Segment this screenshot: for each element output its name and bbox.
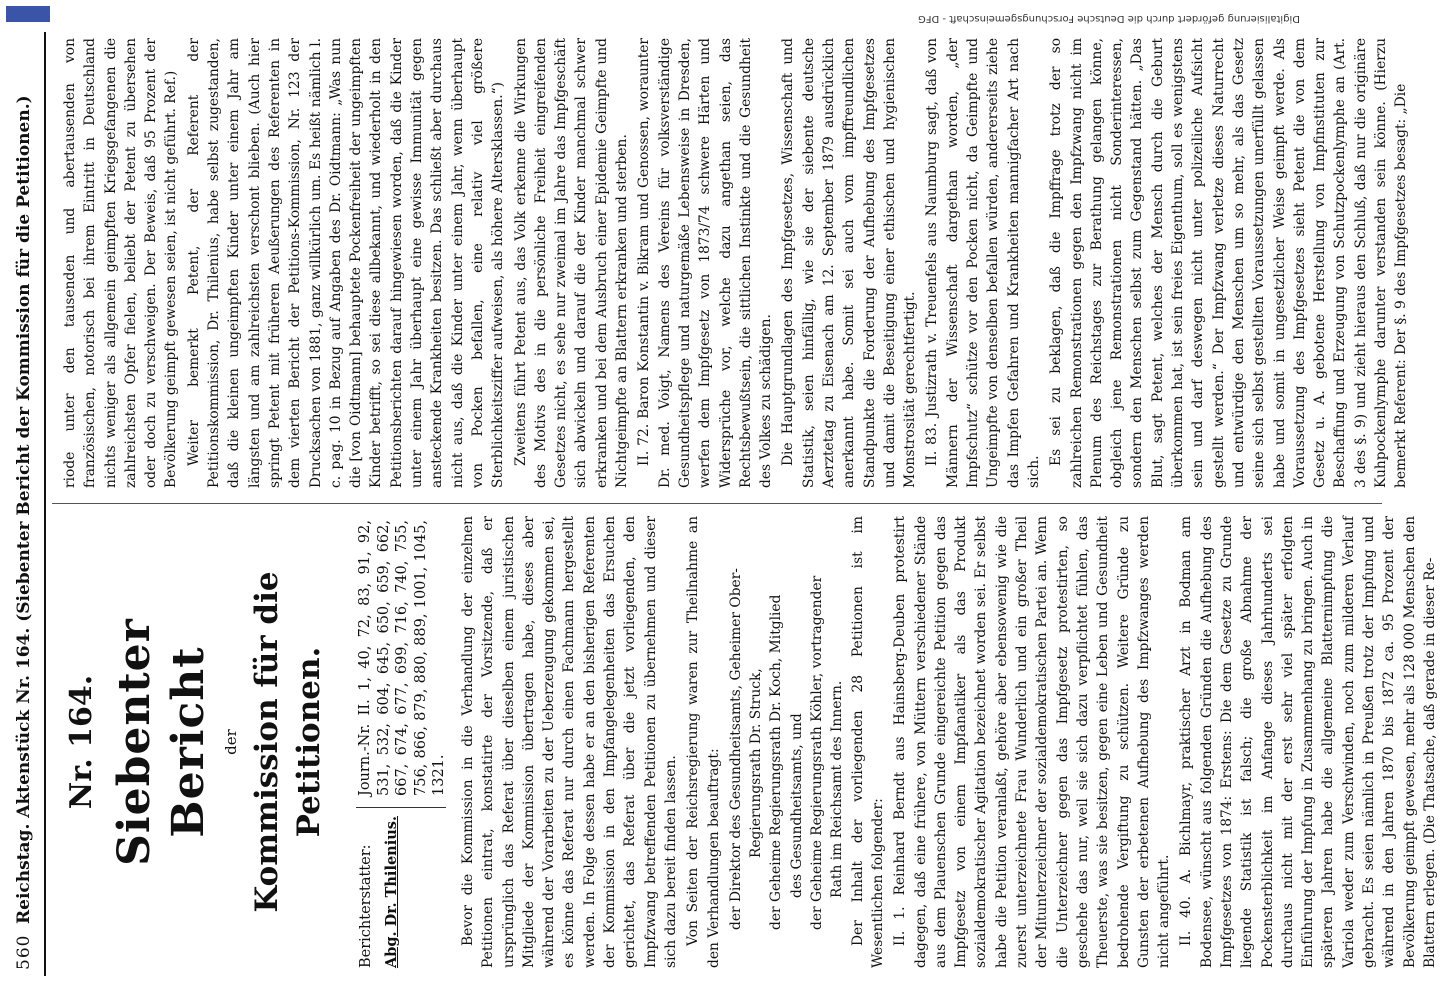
- paragraph: Bevor die Kommission in die Verhandlung der einzelnen Petitionen eintrat, konstatirte der Vorsitzende, daß er ursprünglich das Referat über dieselben einem juristischen Mitgliede der Kommission übertragen habe, dieses aber während der Vorarbeiten zu der Ueberzeugung gekommen sei, es könne das Referat nur durch einen Fachmann hergestellt werden. In Folge dessen habe er an den bisherigen Referenten der Kommission in den Impfangelegenheiten das Ersuchen gerichtet, das Referat über die jetzt vorliegenden, den Impfzwang betreffenden Petitionen zu übernehmen und dieser sich dazu bereit finden lassen.: [460, 516, 679, 968]
- left-column: [60, 516, 1442, 968]
- official-line: der Geheime Regierungsrath Köhler, vortragender: [809, 575, 826, 930]
- reporter-label: Berichterstatter:: [358, 844, 374, 968]
- page-header: [8, 20, 44, 982]
- page-number: 560: [14, 934, 34, 970]
- reporter-divider: [356, 807, 446, 808]
- digitization-note: Digitalisierung gefördert durch die Deutsche Forschungsgemeinschaft - DFG: [917, 13, 1300, 24]
- title-connector: der: [222, 729, 240, 755]
- paragraph: Weiter bemerkt Petent, der Referent der Petitionskommission, Dr. Thilenius, habe selbst zugestanden, daß die kleinen ungeimpften Kinder unter einem Jahr am längsten und am zahlreichsten verschont blieben. (Auch hier springt Petent mit früheren Aeußerungen des Referenten in dem vierten Bericht der Petitions-Kommission, Nr. 123 der Drucksachen von 1881, ganz willkürlich um. Es heißt nämlich l. c. pag. 10 in Bezug auf Angaben des Dr. Oidtmann: „Was nun die [von Oidtmann] behauptete Pockenfreiheit der ungeimpften Kinder betrifft, so sei diese allbekannt, und wiederholt in den Petitionsberichten darauf hingewiesen worden, daß die Kinder unter einem Jahr überhaupt eine gewisse Immunität gegen ansteckende Krankheiten besitzen. Das schließt aber durchaus nicht aus, daß die Kinder unter einem Jahr, wenn überhaupt von Pocken befallen, eine relativ viel größere Sterblichkeitsziffer aufweisen, als höhere Altersklassen.“): [185, 38, 507, 488]
- paragraph: Die Hauptgrundlagen des Impfgesetzes, Wissenschaft und Statistik, seien hinfällig, wie sie der siebente deutsche Aerztetag zu Eisenach am 12. September 1879 ausdrücklich anerkannt habe. Somit sei auch vom impffreundlichen Standpunkte die Forderung der Aufhebung des Impfgesetzes und damit die Beseitigung einer ethischen und hygienischen Monstrosität gerechtfertigt.: [780, 38, 919, 488]
- paragraph: II. 72. Baron Konstantin v. Bikram und Genossen, woraunter Dr. med. Voigt, Namens des Vereins für volksverständige Gesundheitspflege und naturgemäße Lebensweise in Dresden, werfen dem Impfgesetz von 1873/74 schwere Härten und Widersprüche vor, welche dazu angethan seien, das Rechtsbewußtsein, die sittlichen Instinkte und die Gesundheit des Volkes zu schädigen.: [636, 38, 775, 488]
- document-title: Siebenter Bericht: [109, 618, 214, 866]
- header-rule: [44, 32, 46, 976]
- journal-numbers: Journ.-Nr. II. 1, 40, 72, 83, 91, 92, 531, 532, 604, 645, 650, 659, 662, 667, 674, 677, 699, 716, 740, 755, 756, 866, 879, 880, 889, 1001, 1045, 1321.: [357, 520, 447, 796]
- paragraph: Es sei zu beklagen, daß die Impffrage trotz der so zahlreichen Remonstrationen gegen den Impfzwang nicht im Plenum des Reichstages zur Berathung gelangen könne, obgleich jene Remonstrationen nicht Sonderinteressen, sondern den Menschen selbst zum Gegenstand hätten. „Das Blut, sagt Petent, welches der Mensch durch die Geburt überkommen hat, ist sein freies Eigenthum, soll es wenigstens sein und darf deswegen nicht unter polizeiliche Aufsicht gestellt werden.“ Der Impfzwang verletze dieses Naturrecht und entwürdige den Menschen um so mehr, als das Gesetz seine sich selbst gestellten Voraussetzungen unerfüllt gelassen habe und somit in ungesetzlicher Weise geimpft werde. Als Voraussetzung des Impfgesetzes sieht Petent die von dem Gesetz u. A. gebotene Herstellung von Impfinstituten zur Beschaffung und Erzeugung von Schutzpockenlymphe an (Art. 3 des §. 9) und zieht hieraus den Schluß, daß nur die originäre Kuhpockenlymphe darunter verstanden sein könne. (Hierzu bemerkt Referent: Der §. 9 des Impfgesetzes besagt: „Die: [1048, 38, 1410, 488]
- column-divider: [52, 503, 1382, 504]
- right-column: [60, 38, 1414, 488]
- official-line: Regierungsrath Dr. Struck,: [748, 668, 765, 858]
- official-line: Rath im Reichsamt des Innern.: [829, 680, 846, 898]
- reporter-block: [356, 516, 448, 968]
- paragraph: Von Seiten der Reichsregierung waren zur Theilnahme an den Verhandlungen beauftragt:: [685, 516, 722, 968]
- document-number: Nr. 164.: [64, 674, 99, 810]
- paragraph: II. 40. A. Bichlmayr, praktischer Arzt in Bodman am Bodensee, wünscht aus folgenden Gründen die Aufhebung des Impfgesetzes von 1874: Erstens: Die dem Gesetze zu Grunde liegende Statistik ist falsch; die große Abnahme der Pockensterblichkeit im Anfange dieses Jahrhunderts sei durchaus nicht mit der erst sehr viel später erfolgten Einführung der Impfung in Zusammenhang zu bringen. Auch in späteren Jahren habe die allgemeine Blatternimpfung die Variola weder zum Verschwinden, noch zum milderen Verlauf gebracht. Es seien nämlich in Preußen trotz der Impfung und während in den Jahren 1870 bis 1872 ca. 95 Prozent der Bevölkerung geimpft gewesen, mehr als 128 000 Menschen den Blattern erlegen. (Die Thatsache, daß gerade in dieser Re-: [1178, 516, 1438, 968]
- official-line: der Geheime Regierungsrath Dr. Koch, Mitglied: [768, 594, 785, 930]
- running-title: Reichstag. Aktenstück Nr. 164. (Siebenter Bericht der Kommission für die Petitionen.): [14, 95, 34, 924]
- official-line: der Direktor des Gesundheitsamts, Geheimer Ober-: [727, 568, 744, 930]
- paragraph: riode unter den tausenden und abertausenden von französischen, notorisch bei ihrem Eintritt in Deutschland nichts weniger als allgemein geimpften Kriegsgefangenen die zahlreichsten Opfer fielen, beliebt der Petent zu übersehen oder doch zu verschweigen. Der Beweis, daß 95 Prozent der Bevölkerung geimpft gewesen seien, ist nicht geführt. Ref.): [62, 38, 180, 488]
- paragraph: Der Inhalt der vorliegenden 28 Petitionen ist im Wesentlichen folgender:: [849, 516, 886, 968]
- paragraph: Zweitens führt Petent aus, das Volk erkenne die Wirkungen des Motivs des in die persönliche Freiheit eingreifenden Gesetzes nicht, es sehe nur zweimal im Jahre das Impfgeschäft sich abwickeln und darauf die der Kinder manchmal schwer erkranken und bei dem Ausbruch einer Epidemie Geimpfte und Nichtgeimpfte an Blattern erkranken und sterben.: [512, 38, 631, 488]
- officials-list: [726, 516, 848, 968]
- document-subtitle: Kommission für die Petitionen.: [249, 571, 327, 913]
- official-line: des Gesundheitsamts, und: [788, 713, 805, 898]
- paragraph: II. 83. Justizrath v. Treuenfels aus Naumburg sagt, daß von Männern der Wissenschaft dargethan worden, „der Impfschutz“ schütze vor den Pocken nicht, da Geimpfte und Ungeimpfte von denselben befallen würden, andererseits ziehe das Impfen Gefahren und Krankheiten mannigfacher Art nach sich.: [924, 38, 1042, 488]
- paragraph: II. 1. Reinhard Berndt aus Hainsberg-Deuben protestirt dagegen, daß eine frühere, von Müttern verschiedener Stände aus dem Plauenschen Grunde eingereichte Petition gegen das Impfgesetz von einem Impfanatiker als das Produkt sozialdemokratischer Agitation bezeichnet worden sei. Er selbst habe die Petition veranlaßt, gehöre aber ebensowenig wie die zuerst unterzeichnete Frau Wunderlich und ein großer Theil der Mitunterzeichner der sozialdemokratischen Partei an. Wenn die Unterzeichner gegen das Impfgesetz protestirten, so geschehe das nur, weil sie sich dazu verpflichtet fühlen, das Theuerste, was sie besitzen, gegen eine Leben und Gesundheit bedrohende Vergiftung zu schützen. Weitere Gründe zu Gunsten der erbetenen Aufhebung des Impfzwanges werden nicht angeführt.: [892, 516, 1173, 968]
- reporter-name: Abg. Dr. Thilenius.: [383, 816, 400, 968]
